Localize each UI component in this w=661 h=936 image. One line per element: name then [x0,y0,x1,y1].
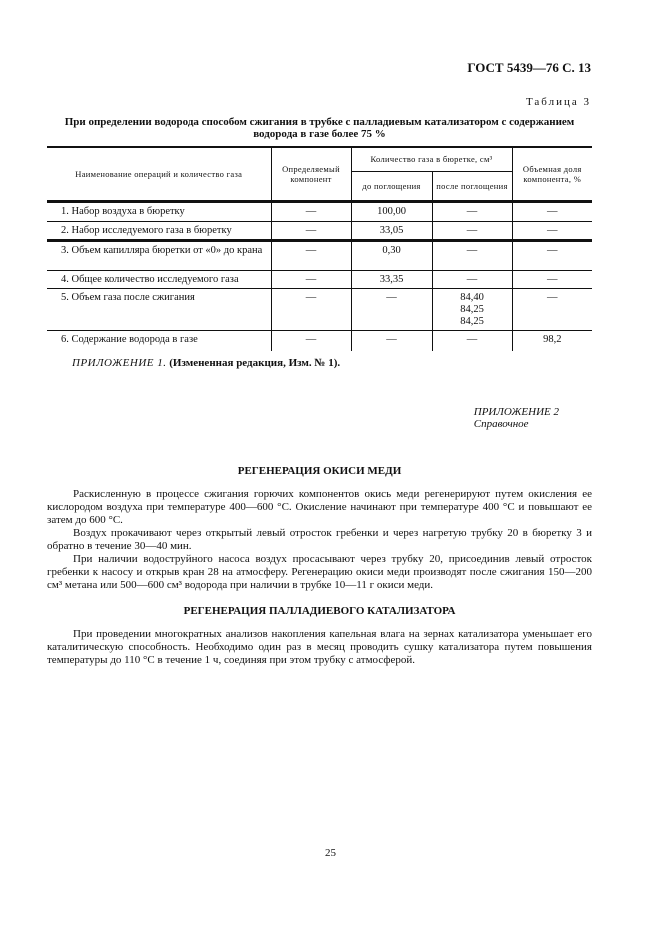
table-row [47,240,592,270]
cell-after: — [432,270,512,288]
col-header-before: до поглощения [351,171,432,201]
cell-after: — [432,201,512,221]
cell-fraction: — [512,221,592,240]
cell-fraction: — [512,270,592,288]
paragraph: Воздух прокачивают через открытый левый отросток гребенки и через нагретую трубку 20 в бюретку 3 и обратно в течение 30—40 мин. [47,527,592,552]
cell-after: 84,40 84,25 84,25 [432,288,512,330]
appendix-number: ПРИЛОЖЕНИЕ 2 [473,406,559,418]
table-row [47,221,592,240]
cell-component: — [271,288,351,330]
cell-before: 33,05 [351,221,432,240]
table-row [47,330,592,351]
col-header-gas-amount: Количество газа в бюретке, см³ [351,147,512,171]
appendix-type: Справочное [473,418,529,430]
cell-after: — [432,221,512,240]
section-body-palladium [47,628,592,667]
cell-before: 100,00 [351,201,432,221]
cell-fraction: — [512,201,592,221]
cell-operation: 6. Содержание водорода в газе [47,330,271,351]
paragraph: Раскисленную в процессе сжигания горючих компонентов окись меди регенерируют путем окисления ее кислородом воздуха при температуре 400—600 °С. Окисление начинают при температуре 400 °С и повышают ее затем до 600 °С. [47,488,592,526]
cell-before: — [351,288,432,330]
cell-operation: 2. Набор исследуемого газа в бюретку [47,221,271,240]
appendix-label [474,406,559,430]
cell-before: — [351,330,432,351]
cell-before: 0,30 [351,240,432,270]
col-header-component: Определяемый компонент [271,147,351,201]
amendment-note [72,357,340,369]
section-body-copper-oxide [47,488,592,592]
data-table [47,146,592,351]
cell-before: 33,35 [351,270,432,288]
cell-after: — [432,330,512,351]
cell-component: — [271,221,351,240]
cell-operation: 3. Объем капилляра бюретки от «0» до крана [47,240,271,270]
col-header-operation: Наименование операций и количество газа [47,147,271,201]
cell-component: — [271,270,351,288]
amendment-text: (Измененная редакция, Изм. № 1). [169,357,341,369]
page-number: 25 [325,847,336,859]
table-row [47,270,592,288]
cell-component: — [271,330,351,351]
cell-fraction: — [512,288,592,330]
cell-component: — [271,201,351,221]
cell-component: — [271,240,351,270]
amendment-label: ПРИЛОЖЕНИЕ 1. [72,357,167,369]
cell-operation: 4. Общее количество исследуемого газа [47,270,271,288]
col-header-after: после поглощения [432,171,512,201]
table-row [47,288,592,330]
table-row [47,201,592,221]
cell-operation: 1. Набор воздуха в бюретку [47,201,271,221]
section-title-copper-oxide: РЕГЕНЕРАЦИЯ ОКИСИ МЕДИ [237,465,402,477]
paragraph: При наличии водоструйного насоса воздух просасывают через трубку 20, присоединив левый отросток гребенки к насосу и открыв кран 28 на атмосферу. Регенерацию окиси меди производят после сжигания 150—200 см³ метана или 500—600 см³ водорода при наличии в трубке 10—11 г окиси меди. [47,553,592,591]
running-title: ГОСТ 5439—76 С. 13 [467,60,591,75]
col-header-fraction: Объемная доля компонента, % [512,147,592,201]
cell-operation: 5. Объем газа после сжигания [47,288,271,330]
paragraph: При проведении многократных анализов накопления капельная влага на зернах катализатора уменьшает его каталитическую способность. Необходимо один раз в месяц проводить сушку катализатора путем повышения температуры до 110 °С в течение 1 ч, соединяя при этом трубку с атмосферой. [47,628,592,666]
section-title-palladium: РЕГЕНЕРАЦИЯ ПАЛЛАДИЕВОГО КАТАЛИЗАТОРА [183,605,456,617]
table-title: При определении водорода способом сжигания в трубке с палладиевым катализатором с содержанием водорода в газе более 75 % [64,116,575,140]
cell-fraction: — [512,240,592,270]
cell-fraction: 98,2 [512,330,592,351]
cell-after: — [432,240,512,270]
table-label: Таблица 3 [525,96,591,108]
